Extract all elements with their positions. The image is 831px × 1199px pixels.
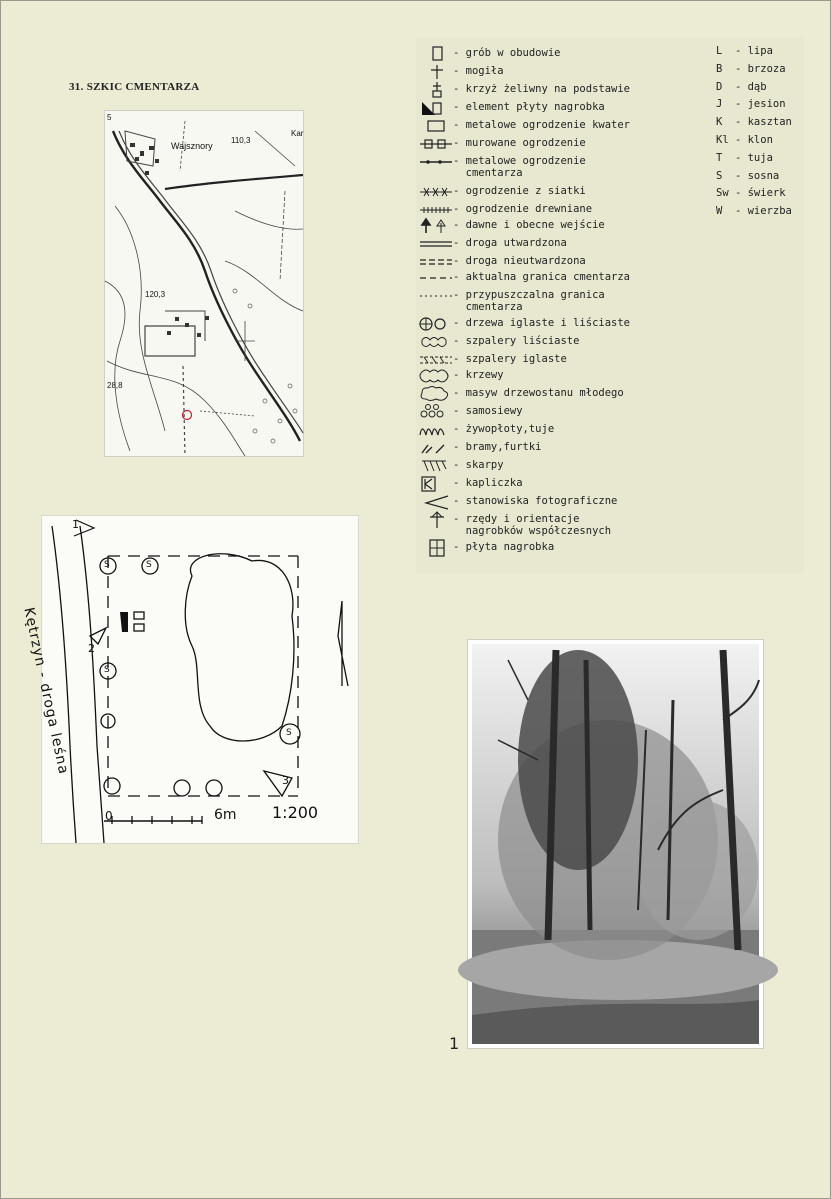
legend-item-label: - żywopłoty,tuje <box>453 423 555 435</box>
legend-item-label: - krzewy <box>453 369 504 381</box>
map-village-name: Wajsznory <box>171 141 213 151</box>
legend-item <box>416 385 716 403</box>
tree-label: S <box>146 560 152 570</box>
forest-photo-drawing <box>468 640 763 1048</box>
legend-item <box>416 217 716 235</box>
legend-item <box>416 439 716 457</box>
legend-item <box>416 117 716 135</box>
map-elevation: 110,3 <box>231 136 251 145</box>
legend-item-label: - murowane ogrodzenie <box>453 137 586 149</box>
legend-item <box>416 511 716 537</box>
legend-item-label: - droga nieutwardzona <box>453 255 586 267</box>
map-label: Kar <box>291 129 304 138</box>
tree-label: S <box>286 728 292 738</box>
photo-marker-2: 2 <box>88 642 95 655</box>
legend-item-label: - skarpy <box>453 459 504 471</box>
legend-item <box>416 153 716 179</box>
scale-zero: 0 <box>105 809 113 823</box>
legend-item <box>416 403 716 421</box>
tree-abbreviation: T - tuja <box>716 151 773 164</box>
sketch-drawing <box>42 516 358 843</box>
legend-item-label: - ogrodzenie z siatki <box>453 185 586 197</box>
map-legend <box>416 37 804 573</box>
legend-item <box>416 493 716 511</box>
legend-item <box>416 421 716 439</box>
legend-item-label: - metalowe ogrodzenie cmentarza <box>453 155 586 179</box>
tree-abbreviation: S - sosna <box>716 169 780 182</box>
tree-label: S <box>104 560 110 570</box>
page-title: 31. SZKIC CMENTARZA <box>69 81 200 93</box>
tree-abbreviation: W - wierzba <box>716 205 792 218</box>
legend-item-label: - mogiła <box>453 65 504 77</box>
tree-abbreviation: L - lipa <box>716 45 773 57</box>
legend-item <box>416 333 716 351</box>
legend-item-label: - szpalery iglaste <box>453 353 567 365</box>
legend-item <box>416 235 716 253</box>
legend-item-label: - metalowe ogrodzenie kwater <box>453 119 631 131</box>
legend-item <box>416 315 716 333</box>
legend-item <box>416 99 716 117</box>
legend-item <box>416 539 716 557</box>
tree-abbreviation: Kl - klon <box>716 134 773 146</box>
legend-item <box>416 475 716 493</box>
legend-item-label: - płyta nagrobka <box>453 541 555 553</box>
topographic-map <box>104 110 304 457</box>
legend-item <box>416 81 716 99</box>
legend-item-label: - aktualna granica cmentarza <box>453 271 631 283</box>
legend-item <box>416 269 716 287</box>
legend-item <box>416 287 716 313</box>
photo-number: 1 <box>449 1034 460 1053</box>
tree-abbreviation: K - kasztan <box>716 116 792 129</box>
legend-item-label: - kapliczka <box>453 477 523 489</box>
legend-item <box>416 135 716 153</box>
legend-item-label: - przypuszczalna granica cmentarza <box>453 289 605 313</box>
legend-item-label: - szpalery liściaste <box>453 335 580 347</box>
tree-abbreviation: J - jesion <box>716 98 786 111</box>
map-elevation: 28,8 <box>107 381 123 390</box>
legend-item-label: - bramy,furtki <box>453 441 542 453</box>
tree-label: S <box>104 665 110 675</box>
photo-marker-1: 1 <box>72 518 79 531</box>
legend-item-label: - ogrodzenie drewniane <box>453 203 593 215</box>
cemetery-photo <box>467 639 764 1049</box>
map-drawing <box>105 111 303 456</box>
road-label: Kętrzyn - droga leśna <box>20 606 72 777</box>
legend-item <box>416 367 716 385</box>
legend-item <box>416 457 716 475</box>
legend-item-label: - droga utwardzona <box>453 237 567 249</box>
legend-item-label: - element płyty nagrobka <box>453 101 605 113</box>
legend-item-label: - rzędy i orientacje nagrobków współczesnych <box>453 513 612 537</box>
map-elevation: 120,3 <box>145 290 166 299</box>
scale-length: 6m <box>214 807 237 823</box>
legend-item-label: - dawne i obecne wejście <box>453 219 605 231</box>
legend-item-label: - drzewa iglaste i liściaste <box>453 317 631 329</box>
legend-item <box>416 183 716 201</box>
tree-abbreviation: B - brzoza <box>716 62 786 75</box>
legend-item-label: - stanowiska fotograficzne <box>453 495 618 507</box>
legend-item <box>416 45 716 63</box>
map-label: 5 <box>107 113 112 122</box>
tree-abbreviation: Sw - świerk <box>716 187 786 200</box>
legend-item-label: - grób w obudowie <box>453 47 561 59</box>
cemetery-sketch <box>20 515 359 844</box>
legend-item-label: - samosiewy <box>453 405 523 417</box>
photo-marker-3: 3 <box>282 774 289 787</box>
legend-item-label: - krzyż żeliwny na podstawie <box>453 83 631 95</box>
scale-ratio: 1:200 <box>272 803 319 822</box>
legend-item <box>416 63 716 81</box>
tree-abbreviation: D - dąb <box>716 80 767 93</box>
legend-item-label: - masyw drzewostanu młodego <box>453 387 624 399</box>
